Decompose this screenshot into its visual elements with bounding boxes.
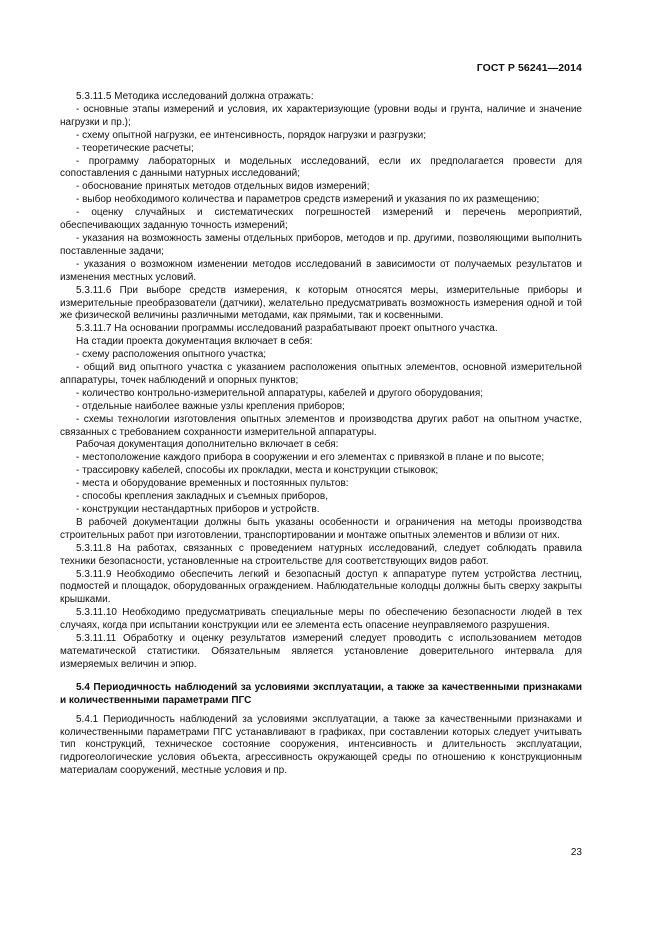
list-item: - общий вид опытного участка с указанием расположения опытных элементов, основной измерительной аппаратуры, точек наблюдений и опорных пунктов; <box>60 362 582 386</box>
list-item: - схему опытной нагрузки, ее интенсивность, порядок нагрузки и разгрузки; <box>76 129 426 141</box>
list-item: - основные этапы измерений и условия, их характеризующие (уровни воды и грунта, наличие и значение нагрузки и пр.); <box>60 103 582 128</box>
paragraph: 5.3.11.10 Необходимо предусматривать специальные меры по обеспечению безопасности людей в тех случаях, когда при испытании конструкции или ее элемента есть опасение неуправляемого разрушения. <box>60 607 582 632</box>
list-item: - схему расположения опытного участка; <box>76 349 267 361</box>
paragraph: 5.3.11.8 На работах, связанных с проведением натурных исследований, следует соблюдать правила техники безопасности, установленные на строительстве для соответствующих видов работ. <box>60 542 582 567</box>
list-item: - конструкции нестандартных приборов и устройств. <box>76 504 320 515</box>
page-number: 23 <box>570 847 582 858</box>
list-item: - программу лабораторных и модельных исследований, если их предполагается провести для сопоставления с данными натурных исследований; <box>60 155 582 180</box>
standard-header: ГОСТ Р 56241—2014 <box>476 62 582 74</box>
list-item: - отдельные наиболее важные узлы крепления приборов; <box>76 400 345 412</box>
paragraph: 5.3.11.7 На основании программы исследований разрабатывают проект опытного участка. <box>76 323 498 335</box>
list-item: - количество контрольно-измерительной аппаратуры, кабелей и другого оборудования; <box>76 387 484 399</box>
list-item: - трассировку кабелей, способы их прокладки, места и конструкции стыковок; <box>76 465 439 477</box>
list-item: - теоретические расчеты; <box>76 142 194 154</box>
paragraph: 5.4.1 Периодичность наблюдений за условиями эксплуатации, а также за качественными признаками и количественными параметрами ПГС устанавливают в графиках, при составлении которых следует учитывать тип конструкций, техническое состояние сооружения, интенсивность и длительность эксплуатации, гидрогеологические условия объекта, агрессивность окружающей среды по отношению к конструкционным материалам сооружений, местные условия и пр. <box>60 713 582 777</box>
list-item: - места и оборудование временных и постоянных пультов: <box>76 478 349 490</box>
list-item: - указания на возможность замены отдельных приборов, методов и пр. другими, позволяющими выполнить поставленные задачи; <box>60 232 582 257</box>
paragraph: 5.3.11.5 Методика исследований должна отражать: <box>76 91 314 102</box>
list-item: - местоположение каждого прибора в сооружении и его элементах с привязкой в плане и по высоте; <box>76 452 545 464</box>
list-item: - выбор необходимого количества и параметров средств измерений и указания по их размещению; <box>76 194 540 206</box>
list-item: - указания о возможном изменении методов исследований в зависимости от получаемых результатов и изменения местных условий. <box>60 258 582 283</box>
paragraph: В рабочей документации должны быть указаны особенности и ограничения на методы производства строительных работ при изготовлении, транспортировании и монтаже опытных элементов и вблизи от них. <box>60 516 582 541</box>
paragraph: На стадии проекта документация включает в себя: <box>76 336 313 348</box>
paragraph: Рабочая документация дополнительно включает в себя: <box>76 439 339 451</box>
list-item: - способы крепления закладных и съемных приборов, <box>76 491 329 503</box>
paragraph: 5.3.11.9 Необходимо обеспечить легкий и безопасный доступ к аппаратуре путем устройства лестниц, подмостей и площадок, оборудованных ограждением. Наблюдательные колодцы должны быть сверху закрыты крышками. <box>60 568 582 606</box>
list-item: - схемы технологии изготовления опытных элементов и производства других работ на опытном участке, связанных с требованием сохранности измерительной аппаратуры. <box>60 413 582 438</box>
list-item: - обоснование принятых методов отдельных видов измерений; <box>76 181 370 193</box>
document-body <box>60 91 582 778</box>
section-title: 5.4 Периодичность наблюдений за условиями эксплуатации, а также за качественными признаками и количественными параметрами ПГС <box>60 681 582 706</box>
paragraph: 5.3.11.11 Обработку и оценку результатов измерений следует проводить с использованием методов математической статистики. Обязательным является установление доверительного интервала для измеряемых величин и эпюр. <box>60 633 582 670</box>
paragraph: 5.3.11.6 При выборе средств измерения, к которым относятся меры, измерительные приборы и измерительные преобразователи (датчики), желательно предусматривать возможность измерения одной и той же физической величины различными методами, как прямыми, так и косвенными. <box>60 284 582 322</box>
list-item: - оценку случайных и систематических погрешностей измерений и перечень мероприятий, обеспечивающих заданную точность измерений; <box>60 207 582 232</box>
